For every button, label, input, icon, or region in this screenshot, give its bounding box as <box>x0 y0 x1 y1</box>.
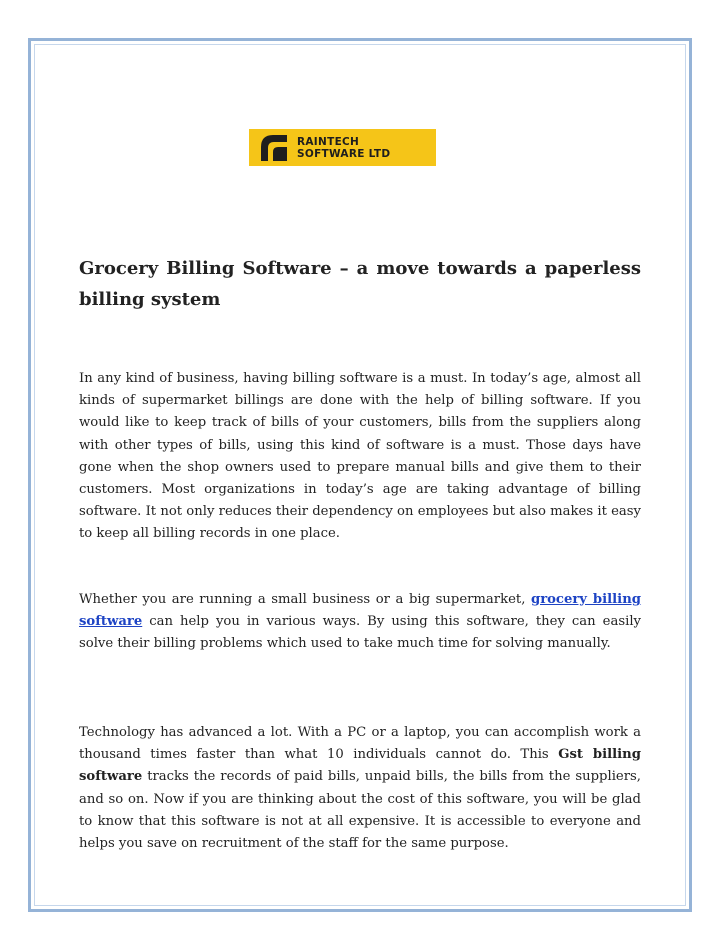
paragraph-intro: In any kind of business, having billing software is a must. In today’s age, almost all kinds of supermarket billings are done with the help of billing software. If you would like to keep track of bills of your customers, bills from the suppliers along with other types of bills, using this kind of software is a must. Those days have gone when the shop owners used to prepare manual bills and give them to their customers. Most organizations in today’s age are taking advantage of billing software. It not only reduces their dependency on employees but also makes it easy to keep all billing records in one place. <box>79 371 641 542</box>
paragraph-text: can help you in various ways. By using this software, they can easily solve their billing problems which used to take much time for solving manually. <box>79 614 641 652</box>
logo-line-2: SOFTWARE LTD <box>297 147 391 160</box>
logo-line-1: RAINTECH <box>297 135 360 148</box>
paragraph-grocery <box>79 589 641 656</box>
gst-billing-software-bold: Gst billing software <box>79 747 641 785</box>
paragraph-text: Technology has advanced a lot. With a PC or a laptop, you can accomplish work a thousand times faster than what 10 individuals cannot do. This <box>79 725 641 763</box>
paragraph-technology <box>79 722 641 855</box>
article-title: Grocery Billing Software – a move towards a paperless billing system <box>79 258 641 310</box>
raintech-logo-mark-icon <box>259 133 289 163</box>
grocery-billing-software-link[interactable]: grocery billing software <box>79 592 642 630</box>
company-logo <box>249 129 436 166</box>
logo-wordmark <box>297 136 390 160</box>
paragraph-text: tracks the records of paid bills, unpaid bills, the bills from the suppliers, and so on. Now if you are thinking about the cost of this software, you will be glad to know that this software is not at all expensive. It is accessible to everyone and helps you save on recruitment of the staff for the same purpose. <box>79 769 641 852</box>
paragraph-text: Whether you are running a small business or a big supermarket, <box>79 592 531 607</box>
